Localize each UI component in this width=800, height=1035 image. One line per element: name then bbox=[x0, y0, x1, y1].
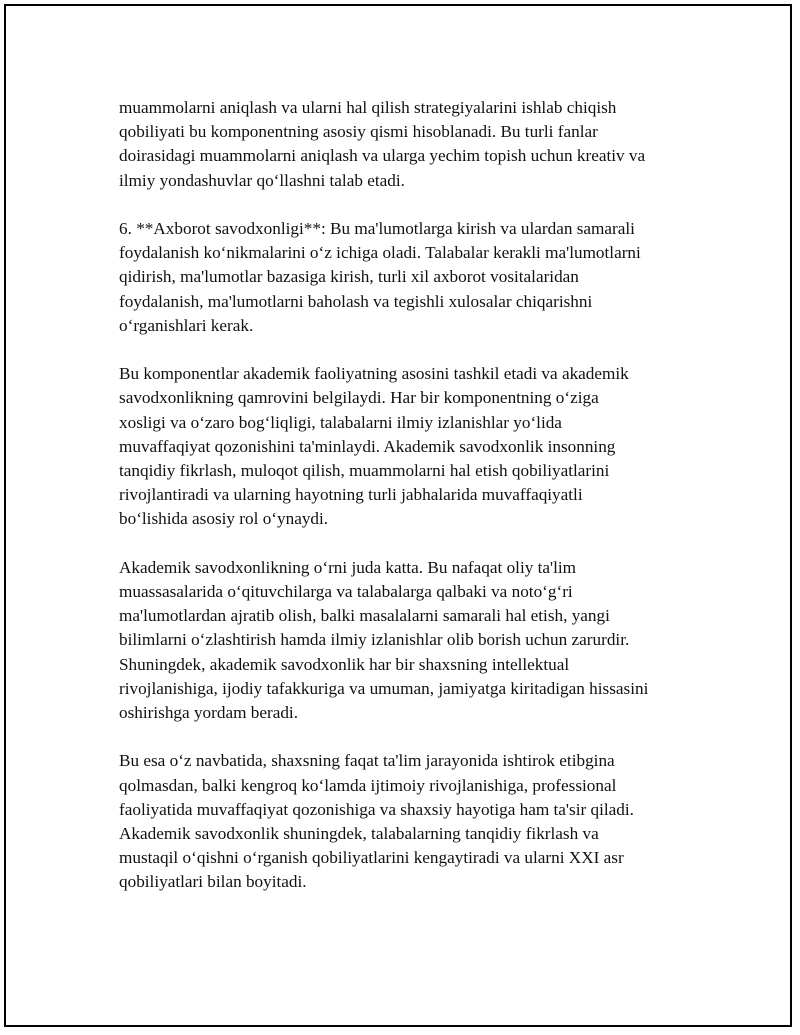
text-line: muassasalarida o‘qituvchilarga va talabalarga qalbaki va noto‘g‘ri bbox=[119, 582, 573, 602]
paragraph-3 bbox=[119, 362, 699, 531]
text-line: ilmiy yondashuvlar qo‘llashni talab etadi. bbox=[119, 170, 405, 190]
text-line: muammolarni aniqlash va ularni hal qilish strategiyalarini ishlab chiqish bbox=[119, 98, 617, 117]
text-line: rivojlantiradi va ularning hayotning turli jabhalarida muvaffaqiyatli bbox=[119, 485, 583, 505]
text-line: ma'lumotlardan ajratib olish, balki masalalarni samarali hal etish, yangi bbox=[119, 606, 610, 626]
text-line: oshirishga yordam beradi. bbox=[119, 703, 298, 723]
document-page bbox=[4, 4, 792, 1027]
text-line: Shuningdek, akademik savodxonlik har bir shaxsning intellektual bbox=[119, 654, 570, 674]
text-line: Bu komponentlar akademik faoliyatning asosini tashkil etadi va akademik bbox=[119, 364, 629, 384]
text-line: qolmasdan, balki kengroq ko‘lamda ijtimoiy rivojlanishiga, professional bbox=[119, 775, 617, 795]
text-line: 6. **Axborot savodxonligi**: Bu ma'lumotlarga kirish va ulardan samarali bbox=[119, 219, 635, 238]
text-line: Akademik savodxonlik shuningdek, talabalarning tanqidiy fikrlash va bbox=[119, 824, 599, 844]
text-line: foydalanish, ma'lumotlarni baholash va tegishli xulosalar chiqarishni bbox=[119, 291, 593, 311]
text-line: tanqidiy fikrlash, muloqot qilish, muammolarni hal etish qobiliyatlarini bbox=[119, 461, 610, 481]
paragraph-2 bbox=[119, 217, 699, 338]
text-line: rivojlanishiga, ijodiy tafakkuriga va umuman, jamiyatga kiritadigan hissasini bbox=[119, 678, 649, 698]
text-line: bo‘lishida asosiy rol o‘ynaydi. bbox=[119, 509, 329, 529]
text-line: doirasidagi muammolarni aniqlash va ularga yechim topish uchun kreativ va bbox=[119, 146, 646, 166]
text-line: faoliyatida muvaffaqiyat qozonishiga va shaxsiy hayotiga ham ta'sir qiladi. bbox=[119, 799, 634, 819]
text-line: Akademik savodxonlikning o‘rni juda katta. Bu nafaqat oliy ta'lim bbox=[119, 557, 577, 577]
text-line: savodxonlikning qamrovini belgilaydi. Har bir komponentning o‘ziga bbox=[119, 388, 599, 408]
text-line: qobiliyatlari bilan boyitadi. bbox=[119, 872, 307, 892]
text-line: Bu esa o‘z navbatida, shaxsning faqat ta'lim jarayonida ishtirok etibgina bbox=[119, 751, 615, 771]
text-line: muvaffaqiyat qozonishini ta'minlaydi. Akademik savodxonlik insonning bbox=[119, 436, 616, 456]
document-body bbox=[119, 96, 699, 919]
text-line: xosligi va o‘zaro bog‘liqligi, talabalarni ilmiy izlanishlar yo‘lida bbox=[119, 412, 562, 432]
paragraph-5 bbox=[119, 749, 699, 894]
text-line: o‘rganishlari kerak. bbox=[119, 315, 254, 335]
text-line: qobiliyati bu komponentning asosiy qismi hisoblanadi. Bu turli fanlar bbox=[119, 122, 598, 142]
text-line: foydalanish ko‘nikmalarini o‘z ichiga oladi. Talabalar kerakli ma'lumotlarni bbox=[119, 243, 641, 263]
paragraph-4 bbox=[119, 556, 699, 725]
text-line: bilimlarni o‘zlashtirish hamda ilmiy izlanishlar olib borish uchun zarurdir. bbox=[119, 630, 630, 650]
paragraph-1 bbox=[119, 96, 699, 193]
text-line: mustaqil o‘qishni o‘rganish qobiliyatlarini kengaytiradi va ularni XXI asr bbox=[119, 848, 624, 868]
text-line: qidirish, ma'lumotlar bazasiga kirish, turli xil axborot vositalaridan bbox=[119, 267, 579, 287]
